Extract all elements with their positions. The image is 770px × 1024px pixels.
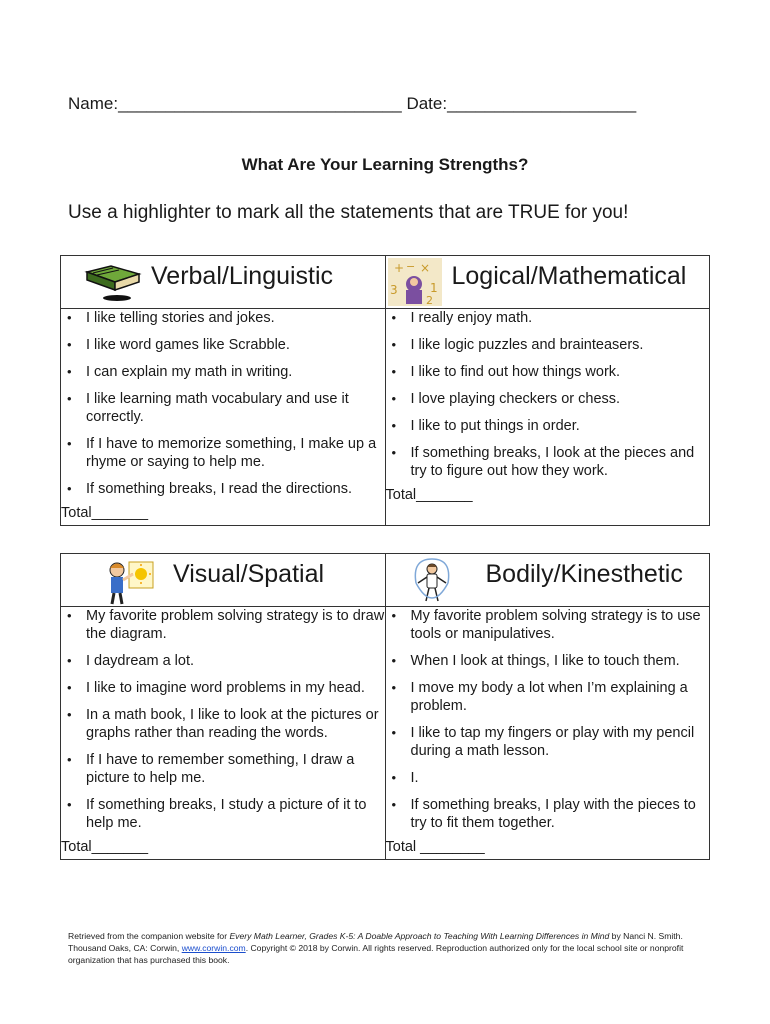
verbal-header [61,256,386,309]
name-date-line [68,94,636,114]
page-title: What Are Your Learning Strengths? [241,155,529,174]
list-item: • I can explain my math in writing. [61,363,385,381]
book-icon [83,262,143,302]
strengths-table-top [60,255,710,526]
bodily-cell [385,607,710,860]
list-item: • My favorite problem solving strategy is to use tools or manipulatives. [386,607,710,643]
list-item: • I like to imagine word problems in my head. [61,679,385,697]
list-item: • I love playing checkers or chess. [386,390,710,408]
bodily-header [385,554,710,607]
instructions: Use a highlighter to mark all the statements that are TRUE for you! [68,202,629,223]
svg-text:+: + [393,261,404,275]
list-item: • I. [386,769,710,787]
list-item: • In a math book, I like to look at the pictures or graphs rather than reading the words. [61,706,385,742]
child-painting-icon [101,556,157,606]
list-item: • If something breaks, I read the directions. [61,480,385,498]
bodily-list [386,607,710,832]
list-item: • If something breaks, I play with the pieces to try to fit them together. [386,796,710,832]
list-item: • I move my body a lot when I’m explaining a problem. [386,679,710,715]
list-item: • I like to put things in order. [386,417,710,435]
logical-list [386,309,710,480]
svg-text:1: 1 [429,281,438,295]
list-item: • I like to tap my fingers or play with my pencil during a math lesson. [386,724,710,760]
svg-text:×: × [419,261,430,275]
footer-copyright: . Copyright © 2018 by Corwin. All rights reserved. Reproduction authorized only for the local school site or nonprofit organization that has purchased this book. [68,943,684,965]
jump-rope-icon [408,555,456,609]
list-item: • I really enjoy math. [386,309,710,327]
list-item: • I daydream a lot. [61,652,385,670]
strengths-table-bottom [60,553,710,860]
name-field[interactable]: Name:______________________________ [68,94,402,113]
list-item: • I like word games like Scrabble. [61,336,385,354]
visual-header [61,554,386,607]
list-item: • My favorite problem solving strategy is to draw the diagram. [61,607,385,643]
visual-total[interactable]: Total_______ [61,839,149,855]
list-item: • If something breaks, I look at the pieces and try to figure out how they work. [386,444,710,480]
logical-title: Logical/Mathematical [451,262,687,290]
visual-title: Visual/Spatial [173,560,325,588]
list-item: • I like telling stories and jokes. [61,309,385,327]
logical-total[interactable]: Total_______ [385,487,473,503]
footer-prefix: Retrieved from the companion website for [68,931,230,941]
logical-header [385,256,710,309]
footer-citation [68,930,708,966]
list-item: • If something breaks, I study a picture of it to help me. [61,796,385,832]
footer-author: by Nanci N. Smith. Thousand Oaks, CA: Corwin, [68,931,683,953]
svg-text:3: 3 [389,283,398,297]
svg-text:2: 2 [425,294,433,306]
date-field[interactable]: Date:____________________ [406,94,637,113]
list-item: • When I look at things, I like to touch them. [386,652,710,670]
visual-list [61,607,385,832]
list-item: • I like logic puzzles and brainteasers. [386,336,710,354]
verbal-list [61,309,385,498]
svg-text:−: − [405,260,415,273]
verbal-title: Verbal/Linguistic [151,262,334,290]
list-item: • If I have to memorize something, I make up a rhyme or saying to help me. [61,435,385,471]
list-item: • I like to find out how things work. [386,363,710,381]
list-item: • I like learning math vocabulary and use it correctly. [61,390,385,426]
footer-book-title: Every Math Learner, Grades K-5: A Doable Approach to Teaching With Learning Differences in Mind [229,931,610,941]
verbal-total[interactable]: Total_______ [61,505,149,521]
logical-cell [385,309,710,526]
math-symbols-icon [388,258,442,306]
bodily-title: Bodily/Kinesthetic [485,560,683,588]
corwin-link[interactable]: www.corwin.com [181,943,246,953]
visual-cell [61,607,386,860]
verbal-cell [61,309,386,526]
bodily-total[interactable]: Total ________ [385,839,485,855]
list-item: • If I have to remember something, I draw a picture to help me. [61,751,385,787]
